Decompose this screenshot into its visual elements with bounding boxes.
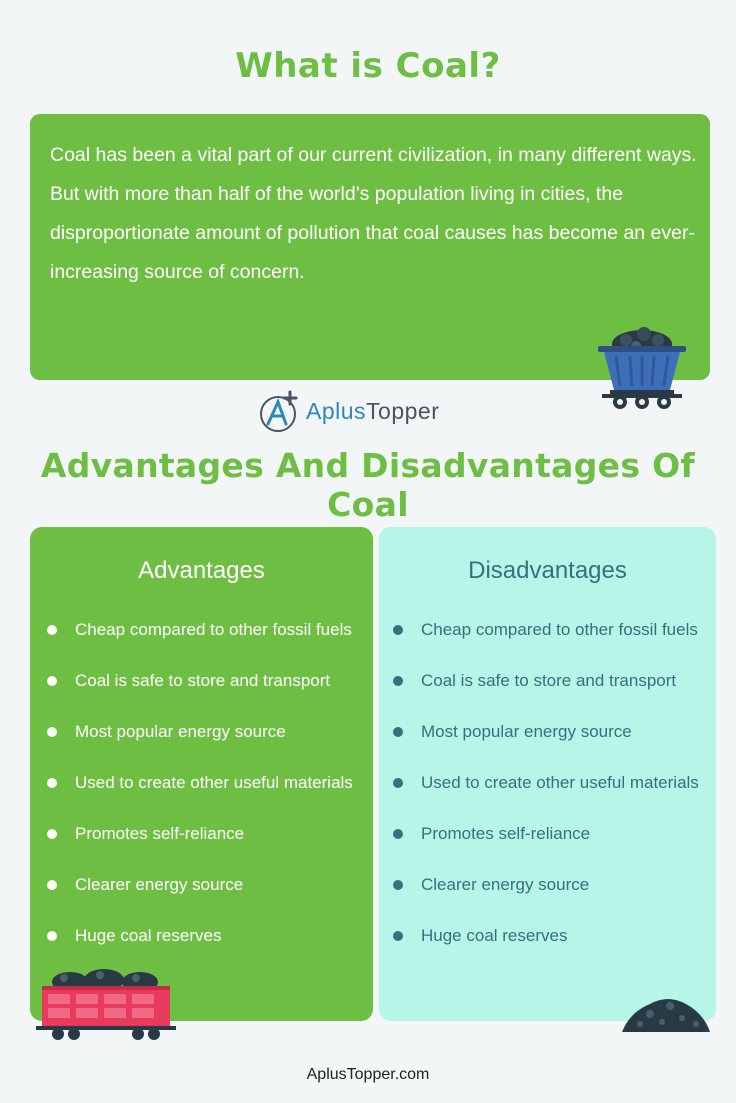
bullet-icon [47,625,57,635]
bullet-icon [47,676,57,686]
logo-text-aplus: Aplus [306,398,367,424]
list-item [30,670,373,721]
list-item-text: Cheap compared to other fossil fuels [75,620,352,639]
bullet-icon [393,727,403,737]
disadvantages-panel [379,527,716,1021]
list-item [379,619,716,670]
list-item-text: Cheap compared to other fossil fuels [421,620,698,639]
list-item [30,721,373,772]
coal-pile-icon [620,990,712,1036]
list-item-text: Huge coal reserves [421,926,568,945]
coal-cart-icon [596,318,688,414]
bullet-icon [47,727,57,737]
bullet-icon [393,931,403,941]
advantages-heading: Advantages [138,557,265,584]
bullet-icon [393,778,403,788]
list-item [379,670,716,721]
section-title: Advantages And Disadvantages Of Coal [40,446,696,524]
list-item [379,874,716,925]
list-item [379,721,716,772]
list-item-text: Clearer energy source [421,875,590,894]
list-item [30,619,373,670]
advantages-panel [30,527,373,1021]
list-item-text: Promotes self-reliance [75,824,245,843]
page-title: What is Coal? [235,46,501,86]
bullet-icon [393,880,403,890]
list-item-text: Used to create other useful materials [421,773,699,792]
coal-train-icon [36,966,176,1044]
list-item-text: Coal is safe to store and transport [421,671,677,690]
aplustopper-logo [256,386,476,438]
list-item [30,874,373,925]
bullet-icon [47,778,57,788]
logo-text-topper: Topper [366,398,440,424]
disadvantages-list [379,619,716,976]
list-item-text: Used to create other useful materials [75,773,353,792]
advantages-list [30,619,373,976]
bullet-icon [393,676,403,686]
list-item [379,772,716,823]
list-item-text: Huge coal reserves [75,926,222,945]
logo-text [306,398,439,425]
footer-url[interactable]: AplusTopper.com [306,1066,430,1083]
list-item-text: Most popular energy source [75,722,286,741]
list-item [30,823,373,874]
list-item-text: Most popular energy source [421,722,632,741]
disadvantages-heading: Disadvantages [468,557,627,584]
bullet-icon [47,880,57,890]
list-item [379,925,716,976]
bullet-icon [393,829,403,839]
bullet-icon [393,625,403,635]
list-item [379,823,716,874]
bullet-icon [47,829,57,839]
list-item [30,772,373,823]
intro-text: Coal has been a vital part of our current civilization, in many different ways. But with more than half of the world’s population living in cities, the disproportionate amount of pollution that coal causes has become an ever-increasing source of concern. [50,144,697,283]
list-item-text: Clearer energy source [75,875,244,894]
aplustopper-logo-icon [256,388,302,434]
list-item-text: Promotes self-reliance [421,824,591,843]
bullet-icon [47,931,57,941]
list-item-text: Coal is safe to store and transport [75,671,331,690]
